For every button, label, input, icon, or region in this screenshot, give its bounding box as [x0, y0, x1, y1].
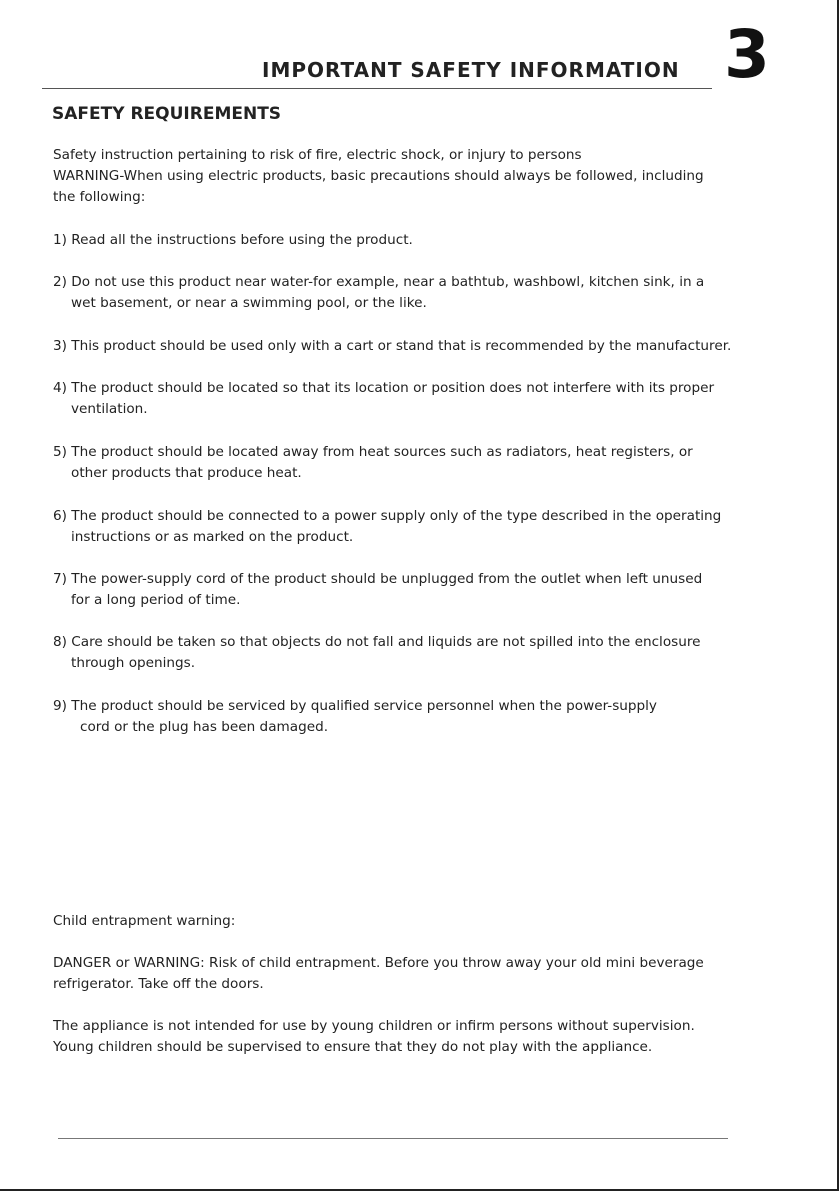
intro-line: WARNING-When using electric products, basic precautions should always be followed, including — [53, 168, 704, 184]
list-item-3: 3) This product should be used only with a cart or stand that is recommended by the manufacturer. — [53, 338, 732, 354]
list-item-6-continuation: instructions or as marked on the product. — [71, 529, 354, 545]
list-item-4: 4) The product should be located so that its location or position does not interfere with its proper — [53, 380, 715, 396]
footer-divider — [58, 1138, 728, 1139]
list-item-6: 6) The product should be connected to a power supply only of the type described in the operating — [53, 508, 722, 524]
intro-line: Safety instruction pertaining to risk of fire, electric shock, or injury to persons — [53, 147, 582, 163]
header-divider — [42, 88, 712, 89]
intro-line: the following: — [53, 189, 146, 205]
list-item-9-continuation: cord or the plug has been damaged. — [80, 719, 329, 735]
danger-warning-line: DANGER or WARNING: Risk of child entrapment. Before you throw away your old mini beverage — [53, 955, 704, 971]
list-item-1: 1) Read all the instructions before using the product. — [53, 232, 413, 248]
list-item-5-continuation: other products that produce heat. — [71, 465, 302, 481]
list-item-7: 7) The power-supply cord of the product should be unplugged from the outlet when left unused — [53, 571, 703, 587]
supervision-line: The appliance is not intended for use by young children or infirm persons without supervision. — [53, 1018, 695, 1034]
list-item-7-continuation: for a long period of time. — [71, 592, 241, 608]
page-title: IMPORTANT SAFETY INFORMATION — [262, 58, 680, 82]
list-item-4-continuation: ventilation. — [71, 401, 148, 417]
page-number: 3 — [724, 16, 770, 93]
danger-warning-line: refrigerator. Take off the doors. — [53, 976, 264, 992]
section-heading: SAFETY REQUIREMENTS — [52, 104, 282, 124]
list-item-8-continuation: through openings. — [71, 655, 196, 671]
supervision-line: Young children should be supervised to ensure that they do not play with the appliance. — [53, 1039, 653, 1055]
list-item-5: 5) The product should be located away from heat sources such as radiators, heat registers, or — [53, 444, 693, 460]
child-warning-heading: Child entrapment warning: — [53, 913, 236, 929]
list-item-2: 2) Do not use this product near water-for example, near a bathtub, washbowl, kitchen sink, in a — [53, 274, 705, 290]
list-item-2-continuation: wet basement, or near a swimming pool, or the like. — [71, 295, 427, 311]
list-item-9: 9) The product should be serviced by qualified service personnel when the power-supply — [53, 698, 657, 714]
list-item-8: 8) Care should be taken so that objects do not fall and liquids are not spilled into the enclosure — [53, 634, 701, 650]
